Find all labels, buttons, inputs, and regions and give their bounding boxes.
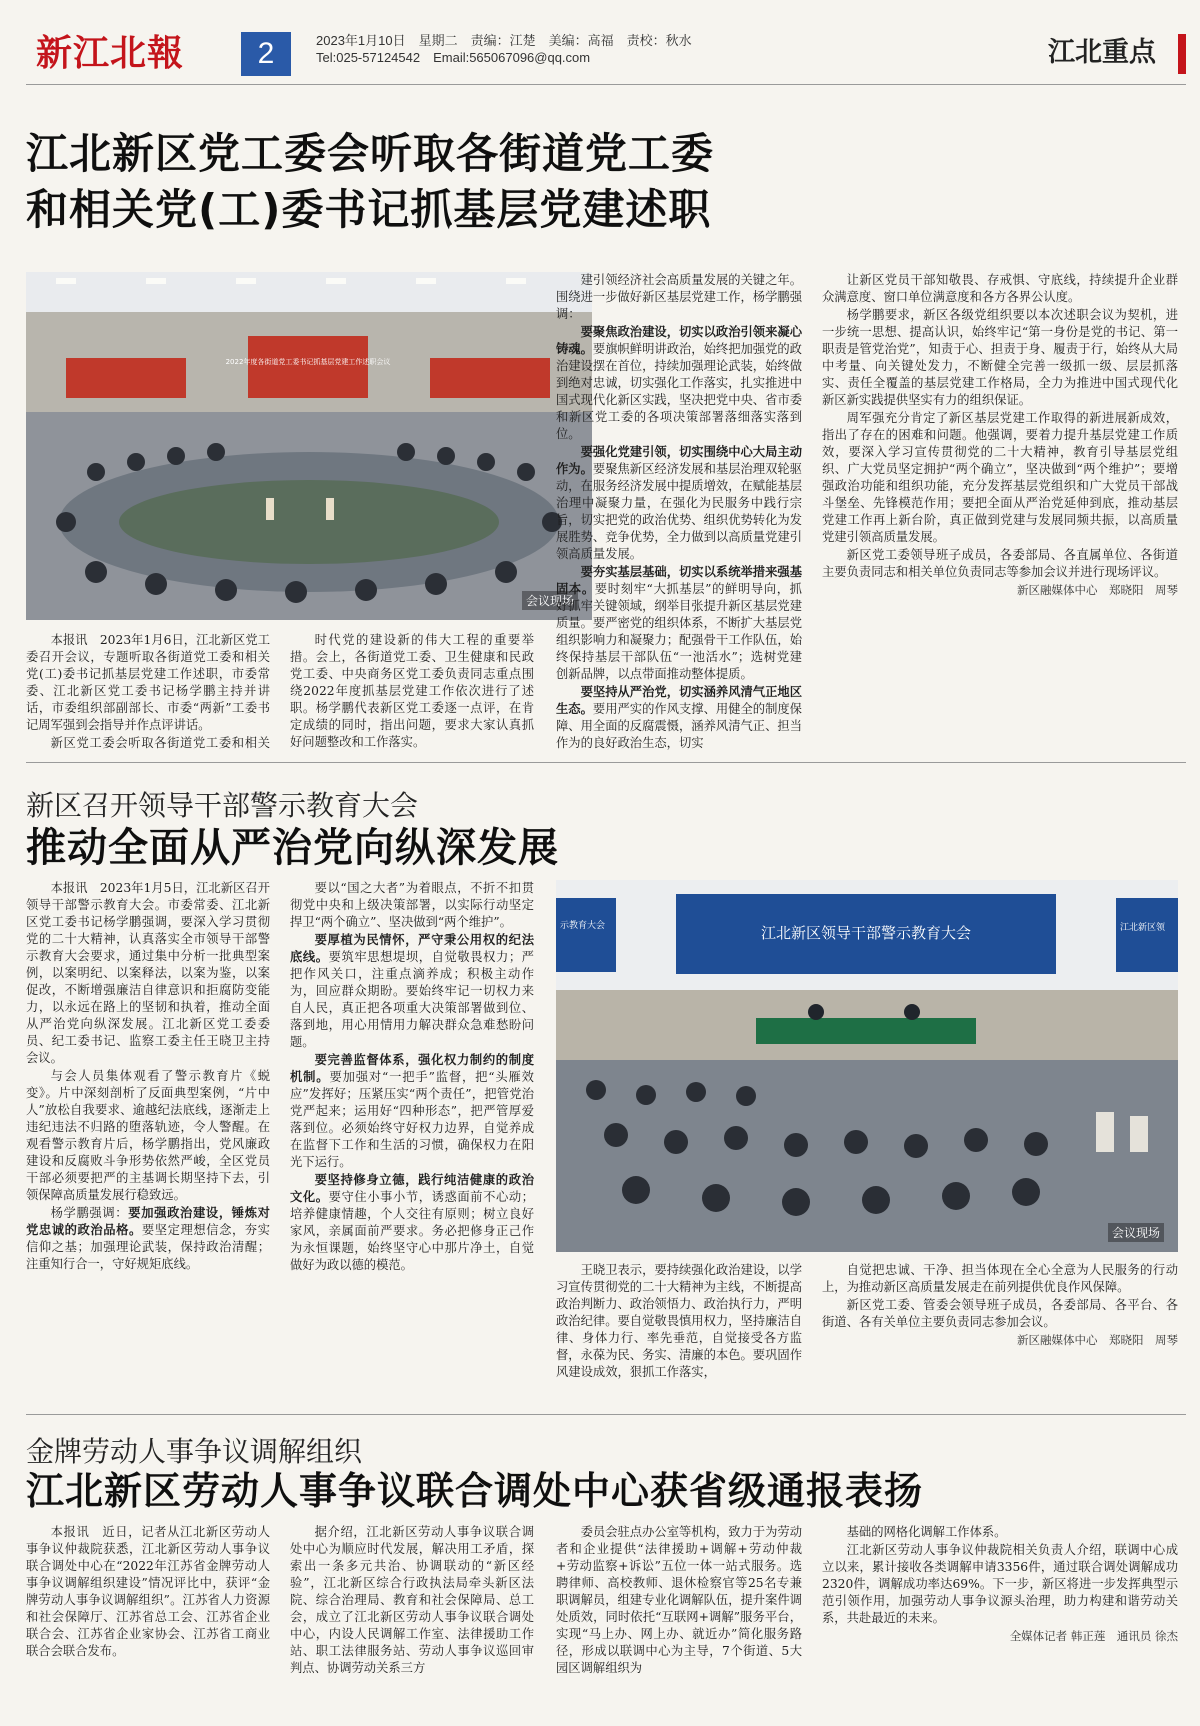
story1-divider [26,762,1186,763]
key-point-text: 要用严实的作风支撑、用健全的制度保障、用全面的反腐震慑，涵养风清气正、担当作为的良好政治生态，切实 [556,702,802,750]
story2-col1 [26,880,270,1300]
section-title: 江北重点 [1048,37,1156,67]
paragraph: 王晓卫表示，要持续强化政治建设，以学习宣传贯彻党的二十大精神为主线，不断提高政治判断力、政治领悟力、政治执行力，严明政治纪律。要自觉敬畏慎用权力，坚持廉洁自律、身体力行、率先垂范，自觉接受各方监督，永葆为民、务实、清廉的本色。要巩固作风建设成效，狠抓工作落实， [556,1263,802,1379]
paragraph: 让新区党员干部知敬畏、存戒惧、守底线，持续提升企业群众满意度、窗口单位满意度和各方各界公认度。 [822,273,1178,304]
paragraph [556,324,802,443]
key-point: 要加强政治建设，锤炼对党忠诚的政治品格。 [26,1206,270,1237]
story1-headline-line2: 和相关党(工)委书记抓基层党建述职 [26,185,712,234]
paragraph [290,932,534,1051]
story3-byline: 全媒体记者 韩正莲 通讯员 徐杰 [1009,1629,1178,1643]
story2-col2 [290,880,534,1300]
photo-banner-text: 江北新区领导干部警示教育大会 [760,924,972,942]
story2-headline: 推动全面从严治党向纵深发展 [26,825,559,871]
assembly-hall-illustration [556,880,1178,1252]
newspaper-logo: 新江北報 [36,32,185,74]
paragraph: 杨学鹏要求，新区各级党组织要以本次述职会议为契机，进一步统一思想、提高认识，始终牢记“第一身份是党的书记、第一职责是管党治党”，知责于心、担责于身、履责于行，始终从大局中考量、向关键处发力，不断健全完善一级抓一级、层层抓落实、责任全覆盖的基层党建工作格局，全力为推进中国式现代化新区新实践提供坚实有力的组织保证。 [822,308,1178,407]
key-point-text: 要加强对“一把手”监督，把“头雁效应”发挥好；压紧压实“两个责任”，把管党治党严起来；运用好“四种形态”，把严管厚爱落到位。必须始终守好权力边界，自觉养成在监督下工作和生活的习惯，确保权力在阳光下运行。 [290,1070,534,1169]
paragraph: 本报讯 2023年1月5日，江北新区召开领导干部警示教育大会。市委常委、江北新区党工委书记杨学鹏强调，要深入学习贯彻党的二十大精神，认真落实全市领导干部警示教育大会要求，通过集中分析一批典型案例，以案明纪、以案释法，以案为鉴，以案促改，不断增强廉洁自律意识和拒腐防变能力，以永远在路上的坚韧和执着，推动全面从严治党向纵深发展。江北新区党工委委员、纪工委书记、监察工委主任王晓卫主持会议。 [26,881,270,1065]
paragraph: 与会人员集体观看了警示教育片《蜕变》。片中深刻剖析了反面典型案例，“片中人”放松自我要求、逾越纪法底线，逐渐走上违纪违法不归路的堕落轨迹，令人警醒。在观看警示教育片后，杨学鹏指出，党风廉政建设和反腐败斗争形势依然严峻，全区党员干部必须要把严的主基调长期坚持下去，引领保障高质量发展行稳致远。 [26,1069,270,1202]
masthead-divider [26,84,1186,85]
key-point: 要厚植为民情怀，严守秉公用权的纪法底线。 [290,933,534,964]
paragraph: 委员会驻点办公室等机构，致力于为劳动者和企业提供“法律援助+调解+劳动仲裁+劳动监察+诉讼”五位一体一站式服务。选聘律师、高校教师、退休检察官等25名专兼职调解员，组建专业化调解队伍，提升案件调处质效，同时依托“互联网+调解”服务平台，实现“马上办、网上办、就近办”简化服务路径，形成以联调中心为主导，7个街道、5大园区调解组织为 [556,1525,802,1675]
key-point: 要强化党建引领，切实围绕中心大局主动作为。 [556,445,802,476]
story1-col1 [26,632,270,750]
date-line: 2023年1月10日 星期二 责编：江楚 美编：高福 责校：秋水 [316,33,692,48]
paragraph: 本报讯 近日，记者从江北新区劳动人事争议仲裁院获悉，江北新区劳动人事争议联合调处中心在“2022年江苏省金牌劳动人事争议调解组织建设”情况评比中，获评“金牌劳动人事争议调解组织”。江苏省人力资源和社会保障厅、江苏省总工会、江苏省企业联合会、江苏省企业家协会、江苏省工商业联合会联合发布。 [26,1525,270,1658]
story2-col3 [556,1262,802,1402]
story2-col4 [822,1262,1178,1402]
key-point: 要聚焦政治建设，切实以政治引领来凝心铸魂。 [556,325,802,356]
paragraph: 时代党的建设新的伟大工程的重要举措。会上，各街道党工委、卫生健康和民政党工委、中央商务区党工委负责同志重点围绕2022年度抓基层党建工作依次进行了述职。杨学鹏代表新区党工委逐一点评，在肯定成绩的同时，指出问题，要求大家认真抓好问题整改和工作落实。 [290,633,534,749]
key-point-text: 要筑牢思想堤坝，自觉敬畏权力；严把作风关口，注重点滴养成；积极主动作为，回应群众期盼。要始终牢记一切权力来自人民，真正把各项重大决策部署做到位、落到地，用心用情用力解决群众急难愁盼问题。 [290,950,534,1049]
paragraph: 本报讯 2023年1月6日，江北新区党工委召开会议，专题听取各街道党工委和相关党(工)委书记抓基层党建工作述职，市委常委、江北新区党工委书记杨学鹏主持并讲话，市委组织部副部长、市委“两新”工委书记周军强到会指导并作点评讲话。 [26,633,270,732]
story3-col1 [26,1524,270,1720]
paragraph [290,1172,534,1274]
paragraph: 据介绍，江北新区劳动人事争议联合调处中心为顺应时代发展，解决用工矛盾，探索出一条多元共治、协调联动的“新区经验”，江北新区综合行政执法局牵头新区法院、综合治理局、教育和社会保障局、总工会，成立了江北新区劳动人事争议联合调处中心，内设人民调解工作室、法律援助工作站、职工法律服务站、劳动人事争议巡回审判点、协调劳动关系三方 [290,1525,534,1675]
key-point: 要坚持从严治党，切实涵养风清气正地区生态。 [556,685,802,716]
photo-banner-left-text: 示教育大会 [560,921,606,931]
paragraph: 江北新区劳动人事争议仲裁院相关负责人介绍，联调中心成立以来，累计接收各类调解申请3356件，通过联合调处调解成功2320件，调解成功率达69%。下一步，新区将进一步发挥典型示范引领作用，加强劳动人事争议源头治理，助力构建和谐劳动关系，共赴最近的未来。 [822,1543,1178,1625]
section-accent-bar [1178,34,1186,74]
paragraph [556,564,802,683]
story1-photo [26,272,592,620]
paragraph: 新区党工委会听取各街道党工委和相关 [50,736,270,750]
story1-col2 [290,632,534,750]
story3-subhead: 金牌劳动人事争议调解组织 [26,1435,363,1468]
key-point: 要夯实基层基础，切实以系统举措来强基固本。 [556,565,802,596]
paragraph [556,684,802,750]
story1-photo-caption: 会议现场 [522,591,578,610]
paragraph: 要以“国之大者”为着眼点，不折不扣贯彻党中央和上级决策部署，以实际行动坚定捍卫“两个确立”、坚决做到“两个维护”。 [290,881,534,929]
story3-col2 [290,1524,534,1720]
paragraph: 基础的网格化调解工作体系。 [846,1525,1007,1539]
story2-photo [556,880,1178,1252]
story3-col3 [556,1524,802,1720]
story2-divider [26,1414,1186,1415]
story1-headline-line1: 江北新区党工委会听取各街道党工委 [26,129,715,178]
story2-photo-caption: 会议现场 [1108,1223,1164,1242]
key-point-text: 要坚定理想信念，夯实信仰之基；加强理论武装，保持政治清醒；注重知行合一，守好规矩底线。 [26,1223,270,1271]
paragraph: 新区党工委、管委会领导班子成员，各委部局、各平台、各街道、各有关单位主要负责同志参加会议。 [822,1298,1178,1329]
key-point-text: 要守住小事小节，诱惑面前不心动；培养健康情趣，个人交往有原则；树立良好家风，亲属面前严要求。务必把修身正己作为永恒课题，始终坚守心中那片净土，自觉做好为政以德的模范。 [290,1190,534,1272]
story3-headline: 江北新区劳动人事争议联合调处中心获省级通报表扬 [26,1469,924,1513]
key-point: 要坚持修身立德，践行纯洁健康的政治文化。 [290,1173,534,1204]
paragraph [290,1052,534,1171]
paragraph [556,444,802,563]
paragraph: 周军强充分肯定了新区基层党建工作取得的新进展新成效，指出了存在的困难和问题。他强调，要着力提升基层党建工作质效，要深入学习宣传贯彻党的二十大精神，教育引导基层党组织、广大党员坚定拥护“两个确立”，坚决做到“两个维护”；要增强政治功能和组织功能，充分发挥基层党组织和广大党员干部战斗堡垒、先锋模范作用；要把全面从严治党延伸到底，推动基层党建工作再上新台阶，真正做到党建与发展同频共振，以高质量党建引领高质量发展。 [822,411,1178,544]
story1-col3 [556,272,802,750]
page-number-badge: 2 [241,32,291,76]
photo-screen-text: 2022年度各街道党工委书记抓基层党建工作述职会议 [225,358,391,366]
story3-col4 [822,1524,1178,1720]
masthead [26,28,1186,80]
key-point: 要完善监督体系，强化权力制约的制度机制。 [290,1053,534,1084]
key-point-text: 要时刻牢“大抓基层”的鲜明导向，抓好抓牢关键领域，纲举目张提升新区基层党建质量。要严密党的组织体系，不断扩大基层党组织影响力和凝聚力；配强骨干工作队伍，始终保持基层干部队伍“一池活水”；选树党建创新品牌，以点带面推动整体提质。 [556,582,802,681]
key-point-text: 要聚焦新区经济发展和基层治理双轮驱动，在服务经济发展中提质增效，在赋能基层治理中凝聚力量，在强化为民服务中践行宗旨，切实把党的政治优势、组织优势转化为发展胜势、竞争优势，全力做到以高质量党建引领高质量发展。 [556,462,802,561]
paragraph [26,1205,270,1273]
lead-in: 杨学鹏强调： [50,1206,129,1220]
meeting-room-illustration [26,272,592,620]
story2-byline: 新区融媒体中心 郑晓阳 周琴 [1017,1333,1178,1347]
photo-banner-side-text: 江北新区领 [1120,923,1166,933]
contact-line: Tel:025-57124542 Email:565067096@qq.com [316,50,591,65]
story2-subhead: 新区召开领导干部警示教育大会 [26,789,419,822]
paragraph: 自觉把忠诚、干净、担当体现在全心全意为人民服务的行动上，为推动新区高质量发展走在前列提供优良作风保障。 [822,1263,1178,1294]
paragraph: 建引领经济社会高质量发展的关键之年。围绕进一步做好新区基层党建工作，杨学鹏强调： [556,273,802,321]
key-point-text: 要旗帜鲜明讲政治，始终把加强党的政治建设摆在首位，持续加强理论武装，始终做到绝对忠诚，切实强化工作落实，扎实推进中国式现代化新区实践，坚决把党中央、省市委和新区党工委的各项决策部署落细落实落到位。 [556,342,802,441]
paragraph: 新区党工委领导班子成员，各委部局、各直属单位、各街道主要负责同志和相关单位负责同志等参加会议并进行现场评议。 [822,548,1178,579]
story1-byline: 新区融媒体中心 郑晓阳 周琴 [1017,583,1178,597]
issue-meta [316,32,692,66]
story1-headline [26,126,714,238]
story1-col4 [822,272,1178,750]
